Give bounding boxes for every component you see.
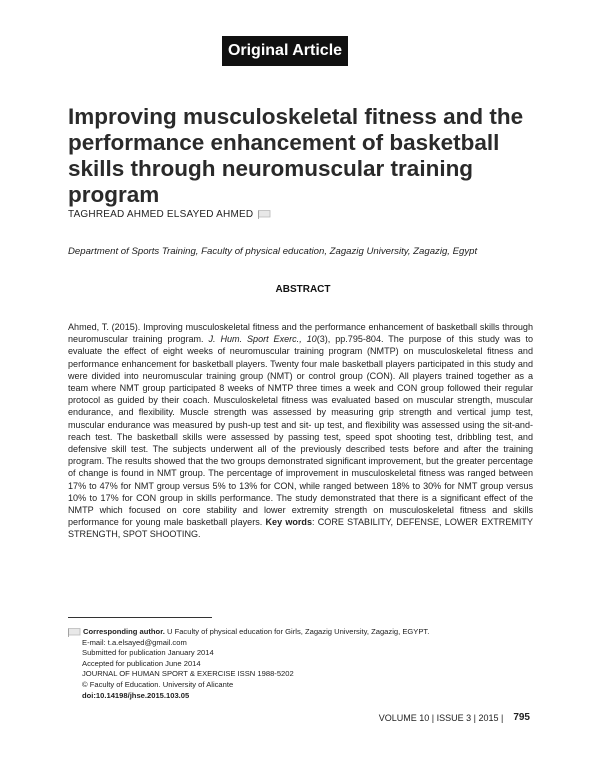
flag-icon [68, 628, 81, 637]
author-affiliation: Department of Sports Training, Faculty of physical education, Zagazig University, Zagazig, Egypt [68, 246, 478, 257]
issue-pages: (3), pp.795-804. [316, 334, 384, 345]
journal-issn-line: JOURNAL OF HUMAN SPORT & EXERCISE ISSN 1988-5202 [82, 669, 294, 679]
footnote [68, 627, 538, 701]
author-line [68, 209, 271, 220]
submitted-line: Submitted for publication January 2014 [82, 648, 214, 658]
corresponding-author-line [68, 627, 538, 638]
accepted-line: Accepted for publication June 2014 [82, 658, 201, 668]
author-name: TAGHREAD AHMED ELSAYED AHMED [68, 209, 254, 220]
email-line[interactable]: E-mail: t.a.elsayed@gmail.com [82, 637, 187, 647]
abstract-heading: ABSTRACT [275, 284, 331, 295]
corresponding-label: Corresponding author. [83, 627, 165, 636]
copyright-line: © Faculty of Education. University of Alicante [82, 679, 234, 689]
abstract-text: The purpose of this study was to evaluate the effect of eight weeks of neuromuscular training program (NMTP) on musculoskeletal fitness and performance enhancement for basketball players. Twenty four male basketball players participated in this study and were divided into neuromuscular training group (NMT) or control group (CON). All players trained together as a team where NMT group participated 8 weeks of NMTP three times a week and CON group followed their regular protocol as guided by their coach. Musculoskeletal fitness was evaluated based on muscular strength, muscular endurance, and flexibility. Muscle strength was assessed by measuring grip strength and vertical jump test, muscular endurance was measured by push-up test and sit- up test, and flexibility was assessed using the sit-and-reach test. The basketball skills were assessed by passing test, speed spot shooting test, dribbling test, and defensive skill test. The subjects underwent all of the previously described tests before and after the training program. The results showed that the two groups demonstrated significant improvement, but the greater percentage of change is found in NMT group. The percentage of improvement in musculoskeletal fitness was ranged between 17% to 47% for NMT group versus 5% to 13% for CON, while ranged between 18% to 30% for NMT group versus 10% to 17% for CON group in skills performance. The study demonstrated that there is a significant effect of the NMTP which focused on core stability and lower extremity strength on musculoskeletal fitness and skills performance for young male basketball players. [68, 334, 533, 528]
flag-icon [258, 210, 271, 219]
keywords-text: : CORE STABILITY, DEFENSE, LOWER EXTREMITY STRENGTH, SPOT SHOOTING. [68, 517, 533, 540]
article-type-label: Original Article [227, 42, 343, 59]
journal-volume: 10 [306, 334, 317, 345]
page-number: 795 [513, 712, 530, 723]
article-type-badge [222, 36, 348, 66]
journal-name: J. Hum. Sport Exerc., [208, 334, 302, 345]
keywords-label: Key words [265, 517, 312, 528]
abstract-body [68, 321, 533, 541]
citation-text: Ahmed, T. (2015). Improving musculoskeletal fitness and the performance enhancement of basketball skills through neuromuscular training program. [68, 322, 533, 345]
corresponding-text: U Faculty of physical education for Girls, Zagazig University, Zagazig, EGYPT. [164, 627, 430, 636]
page-footer [350, 712, 530, 723]
article-title: Improving musculoskeletal fitness and the performance enhancement of basketball skills through neuromuscular training program [68, 104, 524, 207]
doi-link[interactable]: doi:10.14198/jhse.2015.103.05 [82, 690, 190, 700]
volume-issue: VOLUME 10 | ISSUE 3 | 2015 | [378, 712, 504, 723]
footnote-divider [68, 617, 212, 618]
